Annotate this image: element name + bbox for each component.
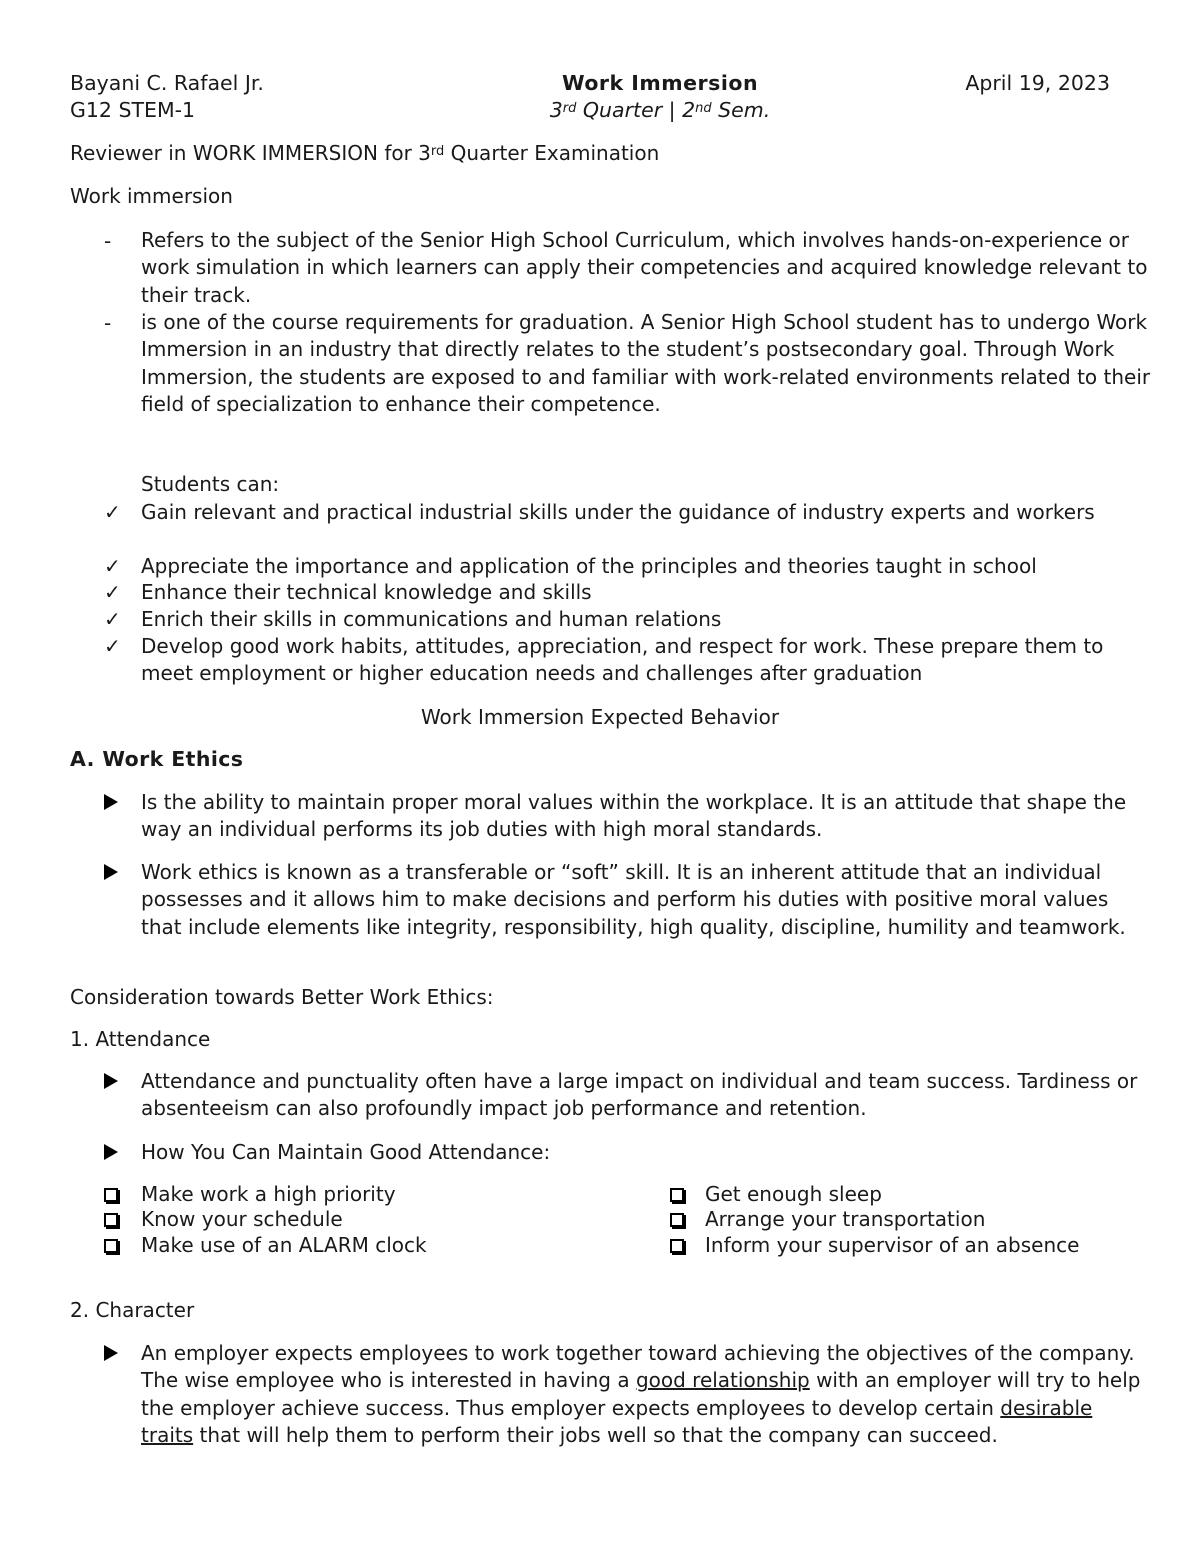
document-date: April 19, 2023 [965, 71, 1110, 95]
triangle-bullet-icon [104, 789, 134, 817]
check-item: Appreciate the importance and application of the principles and theories taught in school [141, 554, 1037, 578]
attendance-tip: Inform your supervisor of an absence [705, 1233, 1080, 1257]
checkbox-icon [104, 1206, 134, 1234]
attendance-heading: 1. Attendance [70, 1027, 211, 1051]
checkbox-icon [670, 1206, 700, 1234]
attendance-point: Attendance and punctuality often have a large impact on individual and team success. Tardiness or absenteeism can also profoundly impact job performance and retention. [141, 1069, 1138, 1121]
triangle-bullet-icon [104, 1068, 134, 1096]
section-a-heading: A. Work Ethics [70, 747, 244, 771]
quarter-semester: 3rd Quarter | 2nd Sem. [549, 98, 771, 122]
expected-behavior-title: Work Immersion Expected Behavior [420, 705, 780, 729]
checkbox-icon [670, 1181, 700, 1209]
character-heading: 2. Character [70, 1298, 195, 1322]
attendance-tip: Know your schedule [141, 1207, 343, 1231]
check-icon: ✓ [104, 580, 121, 604]
triangle-bullet-icon [104, 859, 134, 887]
attendance-tip: Arrange your transportation [705, 1207, 986, 1231]
check-item: Gain relevant and practical industrial skills under the guidance of industry experts and workers [141, 500, 1095, 524]
check-item: Enhance their technical knowledge and skills [141, 580, 592, 604]
dash-marker: - [104, 229, 112, 253]
subject-title: Work Immersion [561, 71, 759, 95]
check-item: Develop good work habits, attitudes, appreciation, and respect for work. These prepare them to meet employment or higher education needs and challenges after graduation [141, 634, 1104, 686]
dash-marker: - [104, 311, 112, 335]
check-icon: ✓ [104, 634, 121, 658]
work-ethics-point: Work ethics is known as a transferable or “soft” skill. It is an inherent attitude that an individual possesses and it allows him to make decisions and perform his duties with positive moral values that include elements like integrity, responsibility, high quality, discipline, humility and teamwork. [141, 860, 1126, 939]
header-right [965, 70, 1110, 97]
header-center [440, 70, 880, 124]
desirable-traits-text: desirable traits [141, 1395, 1093, 1447]
good-relationship-text: good relationship [635, 1368, 810, 1393]
class-section: G12 STEM-1 [70, 98, 196, 122]
attendance-tip: Make use of an ALARM clock [141, 1233, 427, 1257]
triangle-bullet-icon [104, 1340, 134, 1368]
triangle-bullet-icon [104, 1139, 134, 1167]
check-item: Enrich their skills in communications and human relations [141, 607, 722, 631]
consideration-heading: Consideration towards Better Work Ethics: [70, 985, 494, 1009]
author-name: Bayani C. Rafael Jr. [70, 71, 264, 95]
header-left [70, 70, 264, 124]
definition-item: Refers to the subject of the Senior High School Curriculum, which involves hands-on-experience or work simulation in which learners can apply their competencies and acquired knowledge relevant to their track. [141, 228, 1148, 307]
character-point: An employer expects employees to work together toward achieving the objectives of the company. The wise employee who is interested in having a good relationship with an employer will try to help the employer achieve success. Thus employer expects employees to develop certain desirable traits that will help them to perform their jobs well so that the company can succeed. [141, 1341, 1141, 1447]
checkbox-icon [104, 1232, 134, 1260]
definition-item: is one of the course requirements for graduation. A Senior High School student has to undergo Work Immersion in an industry that directly relates to the student’s postsecondary goal. Through Work Immersion, the students are exposed to and familiar with work-related environments related to their field of specialization to enhance their competence. [141, 310, 1151, 416]
attendance-tip: Get enough sleep [705, 1182, 882, 1206]
checkbox-icon [670, 1232, 700, 1260]
work-ethics-point: Is the ability to maintain proper moral values within the workplace. It is an attitude that shape the way an individual performs its job duties with high moral standards. [141, 790, 1127, 842]
document-title: Reviewer in WORK IMMERSION for 3rd Quarter Examination [70, 141, 660, 165]
checkbox-icon [104, 1181, 134, 1209]
definition-heading: Work immersion [70, 184, 233, 208]
check-icon: ✓ [104, 554, 121, 578]
check-icon: ✓ [104, 500, 121, 524]
students-can-label: Students can: [141, 472, 280, 496]
maintain-attendance-label: How You Can Maintain Good Attendance: [141, 1140, 551, 1164]
attendance-tip: Make work a high priority [141, 1182, 396, 1206]
check-icon: ✓ [104, 607, 121, 631]
